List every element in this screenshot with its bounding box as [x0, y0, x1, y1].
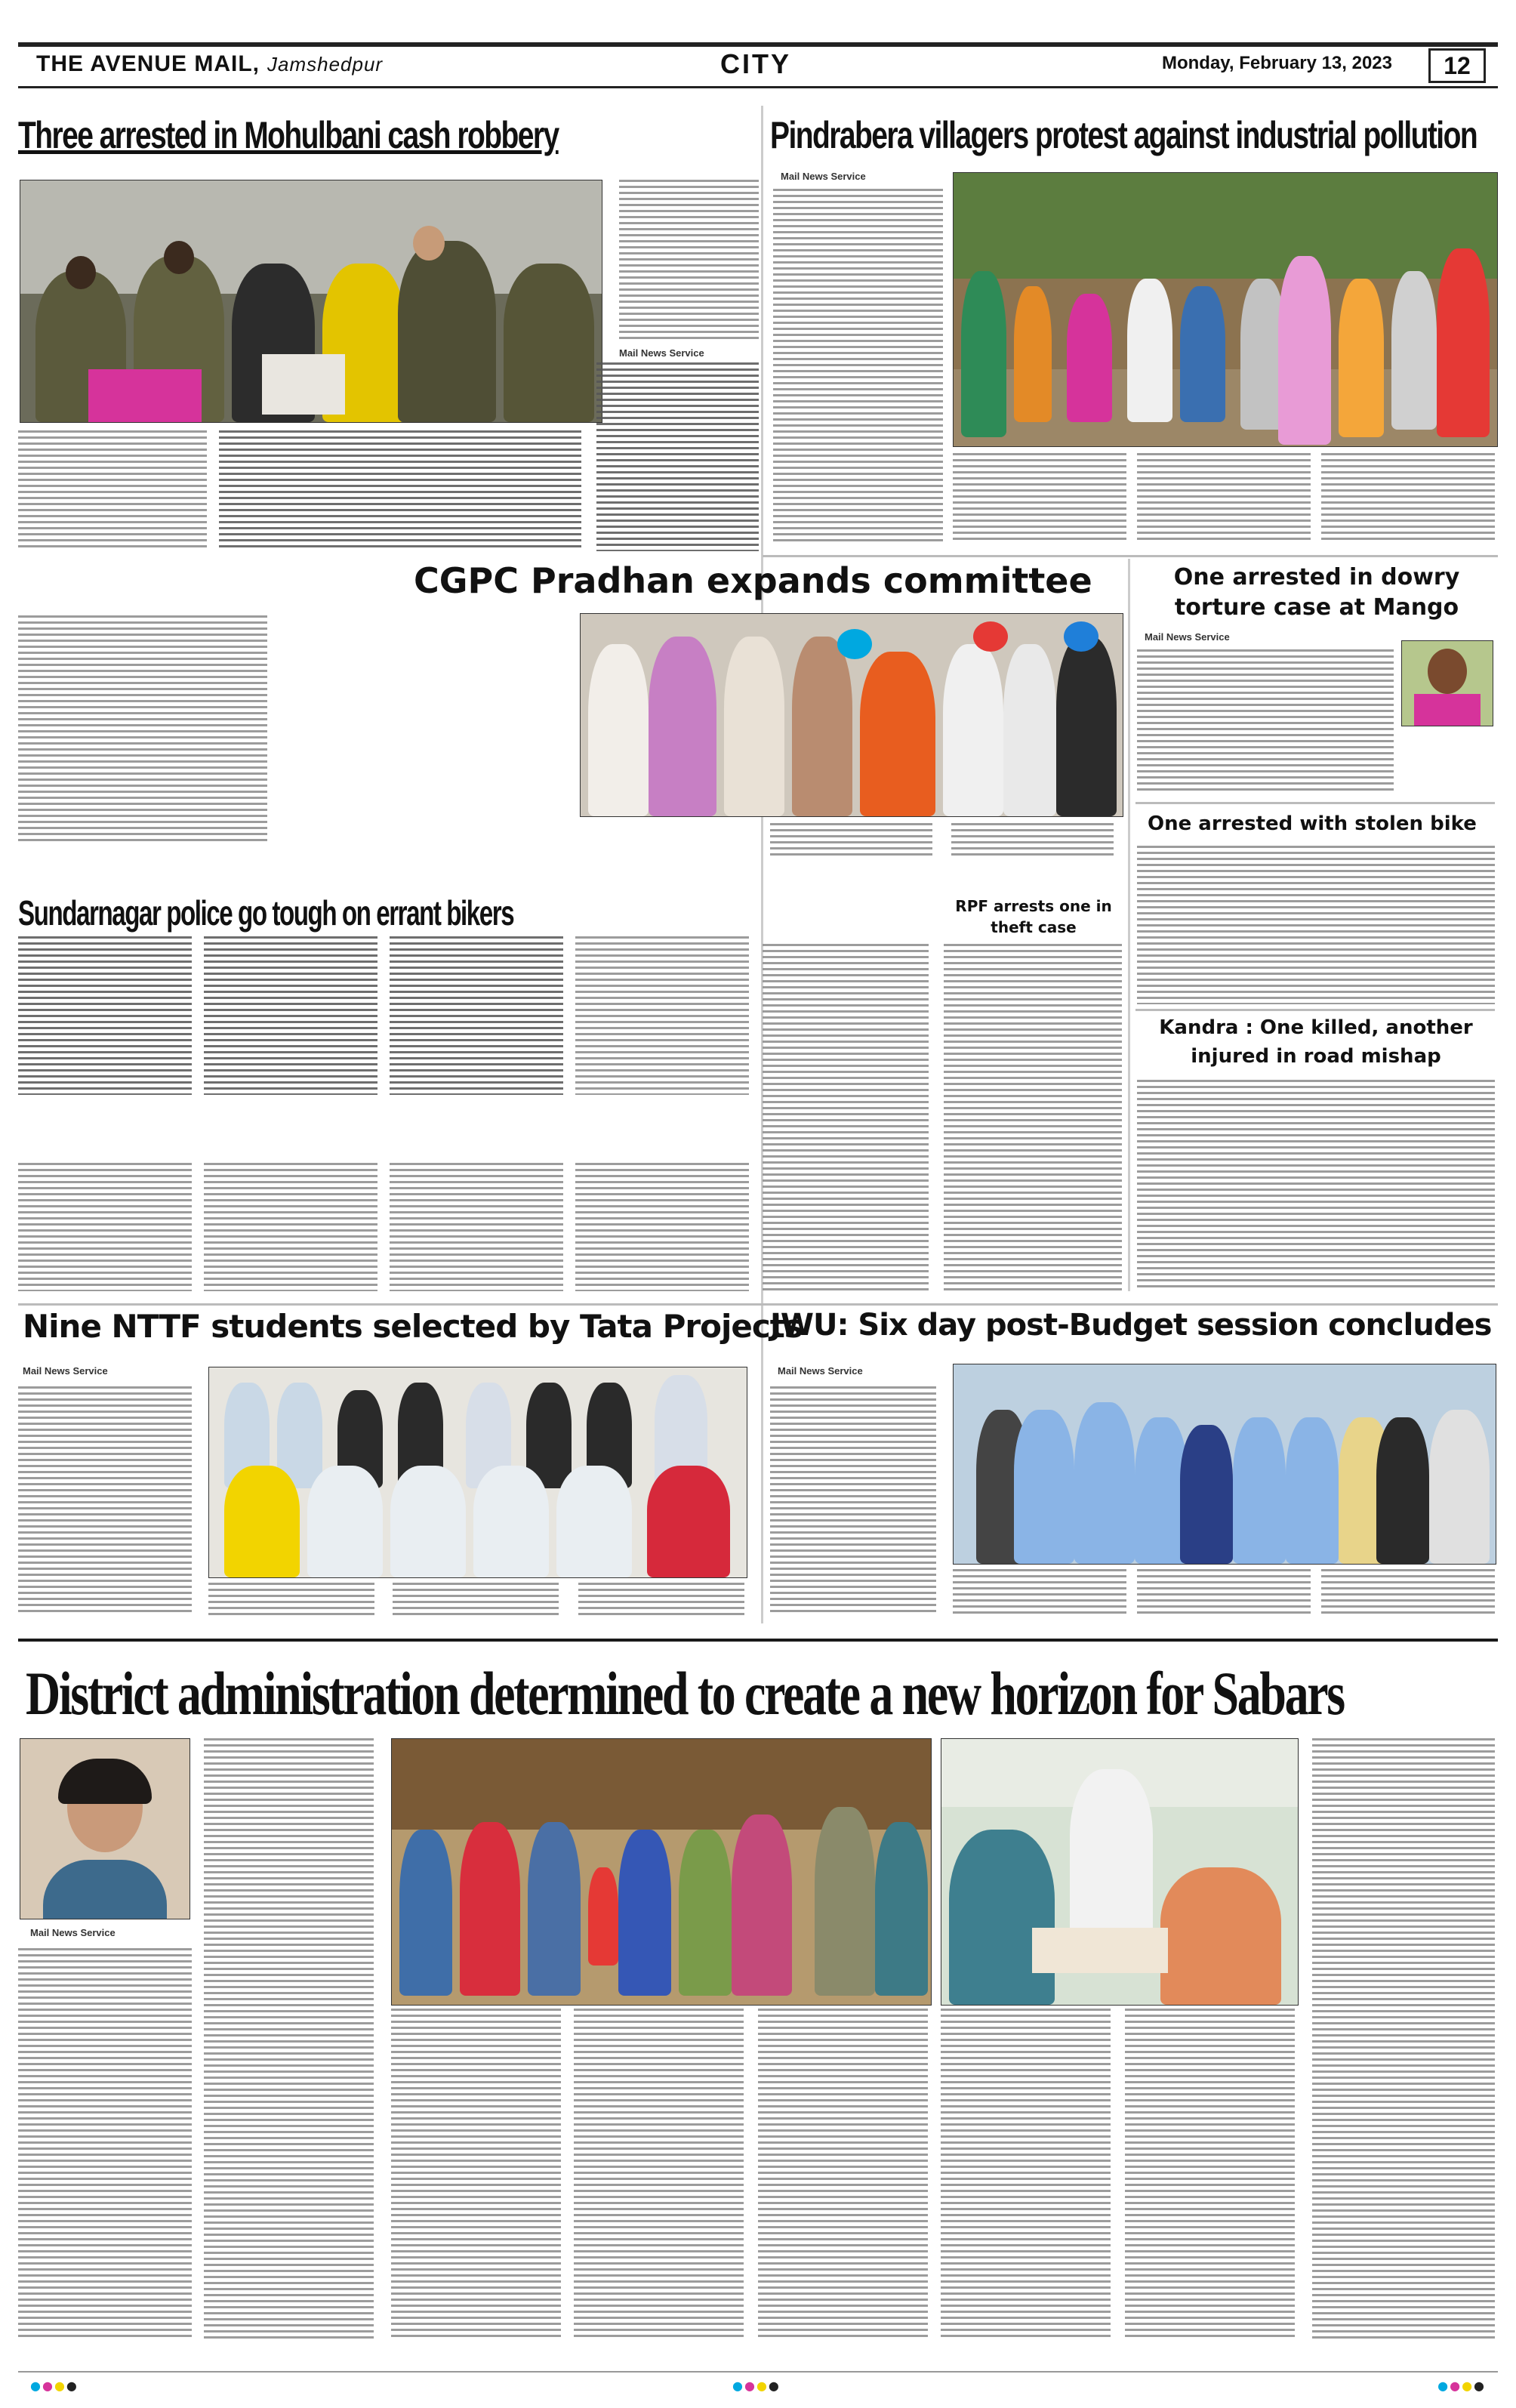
lower-left-body-1	[18, 1163, 192, 1291]
cgpc-body-1	[770, 823, 932, 857]
photo-jwu-session	[953, 1364, 1496, 1565]
photo-police-press-meet	[20, 180, 602, 423]
sabars-body-6	[941, 2009, 1111, 2341]
robbery-body-4	[219, 430, 581, 551]
lower-left-body-2	[204, 1163, 377, 1291]
robbery-body	[619, 180, 759, 342]
nttf-body-4	[578, 1583, 744, 1616]
cgpc-body-left	[18, 615, 267, 842]
column-rule-2	[1128, 559, 1130, 1291]
registration-mark-right: ●●●●	[1437, 2379, 1486, 2393]
byline-nttf: Mail News Service	[23, 1365, 108, 1377]
photo-cgpc-members	[580, 613, 1123, 817]
mid-rule	[18, 1303, 1498, 1306]
kandra-body	[1137, 1080, 1495, 1291]
pindrabera-body-2	[953, 453, 1126, 544]
dowry-body	[1137, 649, 1394, 793]
pindrabera-body-1	[773, 189, 943, 544]
sabars-body-2	[204, 1738, 374, 2342]
headline-kandra: Kandra : One killed, another injured in road mishap	[1159, 1016, 1473, 1068]
jwu-body-3	[1137, 1569, 1311, 1614]
headline-robbery: Three arrested in Mohulbani cash robbery	[18, 114, 559, 156]
headline-sabars: District administration determined to create a new horizon for Sabars	[26, 1659, 1344, 1728]
headline-rpf: RPF arrests one in theft case	[955, 897, 1112, 936]
stolen-bike-rule	[1135, 1009, 1495, 1011]
jwu-body-2	[953, 1569, 1126, 1614]
byline-jwu: Mail News Service	[778, 1365, 863, 1377]
photo-sabar-village	[391, 1738, 932, 2006]
page-number: 12	[1428, 48, 1486, 83]
byline-dowry: Mail News Service	[1145, 631, 1230, 643]
sabars-body-1	[18, 1948, 192, 2341]
headline-dowry: One arrested in dowry torture case at Mango	[1173, 564, 1460, 621]
headline-cgpc: CGPC Pradhan expands committee	[414, 560, 1092, 601]
nttf-body-1	[18, 1386, 192, 1613]
rpf-body	[944, 944, 1122, 1291]
sabars-body-3	[391, 2009, 561, 2341]
headline-nttf: Nine NTTF students selected by Tata Projects	[23, 1308, 803, 1345]
nttf-body-2	[208, 1583, 374, 1616]
sabars-body-7	[1125, 2009, 1295, 2341]
photo-health-camp	[941, 1738, 1299, 2006]
issue-date: Monday, February 13, 2023	[1161, 53, 1392, 73]
nttf-body-3	[393, 1583, 559, 1616]
byline-robbery: Mail News Service	[619, 347, 704, 359]
headline-stolen-bike: One arrested with stolen bike	[1148, 812, 1477, 835]
page-masthead	[18, 42, 1498, 88]
sabars-body-4	[574, 2009, 744, 2341]
registration-mark-center: ●●●●	[732, 2379, 781, 2393]
headline-pindrabera: Pindrabera villagers protest against industrial pollution	[770, 114, 1477, 156]
sundarnagar-body-1	[18, 936, 192, 1095]
paper-name: THE AVENUE MAIL, Jamshedpur	[36, 51, 384, 76]
cgpc-body-2	[951, 823, 1114, 857]
robbery-body-3	[18, 430, 207, 551]
lower-rule	[18, 1639, 1498, 1642]
registration-mark-left: ●●●●	[30, 2379, 79, 2393]
headline-jwu: JWU: Six day post-Budget session concludes	[770, 1308, 1492, 1343]
dowry-rule	[1135, 802, 1495, 804]
bottom-rule	[18, 2371, 1498, 2373]
photo-dowry-accused	[1401, 640, 1493, 726]
byline-sabars: Mail News Service	[30, 1927, 116, 1938]
pindrabera-body-4	[1321, 453, 1495, 544]
sabars-body-8	[1312, 1738, 1495, 2342]
sundarnagar-body-3	[390, 936, 563, 1095]
sabars-body-5	[758, 2009, 928, 2341]
sundarnagar-body-4	[575, 936, 749, 1095]
section-name: CITY	[720, 48, 792, 79]
pindrabera-body-3	[1137, 453, 1311, 544]
lower-left-body-3	[390, 1163, 563, 1291]
photo-official-portrait	[20, 1738, 190, 1919]
sundarnagar-body-5	[763, 944, 929, 1291]
photo-village-protest	[953, 172, 1498, 447]
photo-nttf-students	[208, 1367, 747, 1578]
sundarnagar-body-2	[204, 936, 377, 1095]
jwu-body-4	[1321, 1569, 1495, 1614]
section-rule	[763, 555, 1498, 557]
headline-sundarnagar: Sundarnagar police go tough on errant bikers	[18, 893, 514, 933]
lower-left-body-4	[575, 1163, 749, 1291]
column-rule	[761, 106, 763, 1623]
place-name: Jamshedpur	[267, 53, 384, 76]
stolen-bike-body	[1137, 846, 1495, 1004]
jwu-body-1	[770, 1386, 936, 1613]
byline-pindrabera: Mail News Service	[781, 171, 866, 182]
robbery-body-2	[596, 362, 759, 551]
